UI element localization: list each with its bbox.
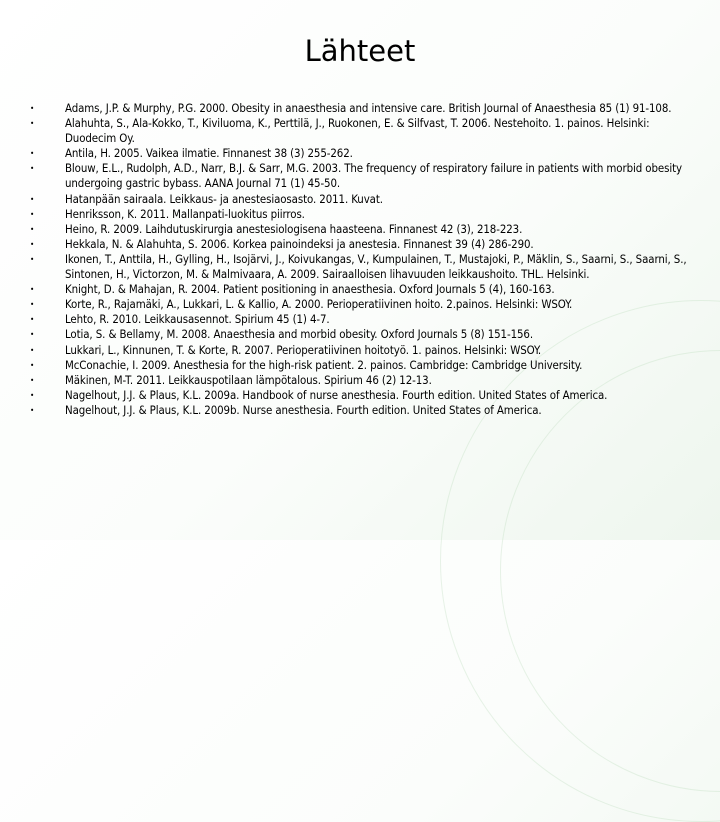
reference-text: Knight, D. & Mahajan, R. 2004. Patient positioning in anaesthesia. Oxford Journals 5 (4), 160-163. xyxy=(65,282,555,297)
reference-item xyxy=(26,252,700,282)
reference-item xyxy=(26,161,700,191)
reference-text: Lukkari, L., Kinnunen, T. & Korte, R. 2007. Perioperatiivinen hoitotyö. 1. painos. Helsinki: WSOY. xyxy=(65,342,541,357)
reference-item xyxy=(26,373,700,388)
bullet-icon: • xyxy=(30,360,35,370)
bullet-icon: • xyxy=(30,239,35,249)
reference-item xyxy=(26,388,700,403)
reference-text: Antila, H. 2005. Vaikea ilmatie. Finnanest 38 (3) 255-262. xyxy=(65,146,353,161)
reference-item xyxy=(26,222,700,237)
reference-item xyxy=(26,192,700,207)
reference-item xyxy=(26,327,700,342)
reference-text: Heino, R. 2009. Laihdutuskirurgia anestesiologisena haasteena. Finnanest 42 (3), 218-223. xyxy=(65,221,523,236)
reference-item xyxy=(26,358,700,373)
bullet-icon: • xyxy=(30,315,35,325)
reference-item xyxy=(26,312,700,327)
reference-text: Nagelhout, J.J. & Plaus, K.L. 2009a. Handbook of nurse anesthesia. Fourth edition. United States of America. xyxy=(65,387,608,402)
reference-item xyxy=(26,207,700,222)
bullet-icon: • xyxy=(30,330,35,340)
bullet-icon: • xyxy=(30,224,35,234)
bullet-icon: • xyxy=(30,194,35,204)
bullet-icon: • xyxy=(30,345,35,355)
reference-text: Alahuhta, S., Ala-Kokko, T., Kiviluoma, K., Perttilä, J., Ruokonen, E. & Silfvast, T. 2006. Nestehoito. 1. painos. Helsinki: Duodecim Oy. xyxy=(65,116,650,146)
bullet-icon: • xyxy=(30,104,35,113)
reference-item xyxy=(26,343,700,358)
bullet-icon: • xyxy=(30,149,35,159)
reference-item xyxy=(26,146,700,161)
slide-title: Lähteet xyxy=(304,34,416,68)
reference-text: Hekkala, N. & Alahuhta, S. 2006. Korkea painoindeksi ja anestesia. Finnanest 39 (4) 286-290. xyxy=(65,236,534,251)
reference-text: Hatanpään sairaala. Leikkaus- ja anestesiaosasto. 2011. Kuvat. xyxy=(65,191,383,206)
bullet-icon: • xyxy=(30,209,35,219)
reference-item xyxy=(26,297,700,312)
reference-item xyxy=(26,101,700,116)
reference-item xyxy=(26,403,700,418)
bullet-icon: • xyxy=(30,119,35,129)
reference-list xyxy=(26,101,700,418)
reference-text: Mäkinen, M-T. 2011. Leikkauspotilaan lämpötalous. Spirium 46 (2) 12-13. xyxy=(65,372,432,387)
reference-text: Nagelhout, J.J. & Plaus, K.L. 2009b. Nurse anesthesia. Fourth edition. United States of America. xyxy=(65,402,542,417)
reference-item xyxy=(26,282,700,297)
reference-text: Adams, J.P. & Murphy, P.G. 2000. Obesity in anaesthesia and intensive care. British Journal of Anaesthesia 85 (1) 91-108. xyxy=(65,101,672,115)
reference-text: Henriksson, K. 2011. Mallanpati-luokitus piirros. xyxy=(65,206,305,221)
reference-text: Korte, R., Rajamäki, A., Lukkari, L. & Kallio, A. 2000. Perioperatiivinen hoito. 2.painos. Helsinki: WSOY. xyxy=(65,297,573,312)
reference-text: Lotia, S. & Bellamy, M. 2008. Anaesthesia and morbid obesity. Oxford Journals 5 (8) 151-156. xyxy=(65,327,533,342)
bullet-icon: • xyxy=(30,254,35,264)
reference-item xyxy=(26,116,700,146)
bullet-icon: • xyxy=(30,285,35,295)
bullet-icon: • xyxy=(30,375,35,385)
reference-item xyxy=(26,237,700,252)
bullet-icon: • xyxy=(30,300,35,310)
reference-text: McConachie, I. 2009. Anesthesia for the high-risk patient. 2. painos. Cambridge: Cambridge University. xyxy=(65,357,583,372)
reference-text: Ikonen, T., Anttila, H., Gylling, H., Isojärvi, J., Koivukangas, V., Kumpulainen, T., Mustajoki, P., Mäklin, S., Saarni, S., Saarni, S., Sintonen, H., Victorzon, M. & Malmivaara, A. 2009. Sairaalloisen lihavuuden leikkaushoito. THL. Helsinki. xyxy=(65,251,687,282)
bullet-icon: • xyxy=(30,405,35,415)
reference-text: Lehto, R. 2010. Leikkausasennot. Spirium 45 (1) 4-7. xyxy=(65,312,330,327)
bullet-icon: • xyxy=(30,164,35,174)
reference-text: Blouw, E.L., Rudolph, A.D., Narr, B.J. & Sarr, M.G. 2003. The frequency of respiratory failure in patients with morbid obesity undergoing gastric bybass. AANA Journal 71 (1) 45-50. xyxy=(65,161,682,191)
bullet-icon: • xyxy=(30,390,35,400)
